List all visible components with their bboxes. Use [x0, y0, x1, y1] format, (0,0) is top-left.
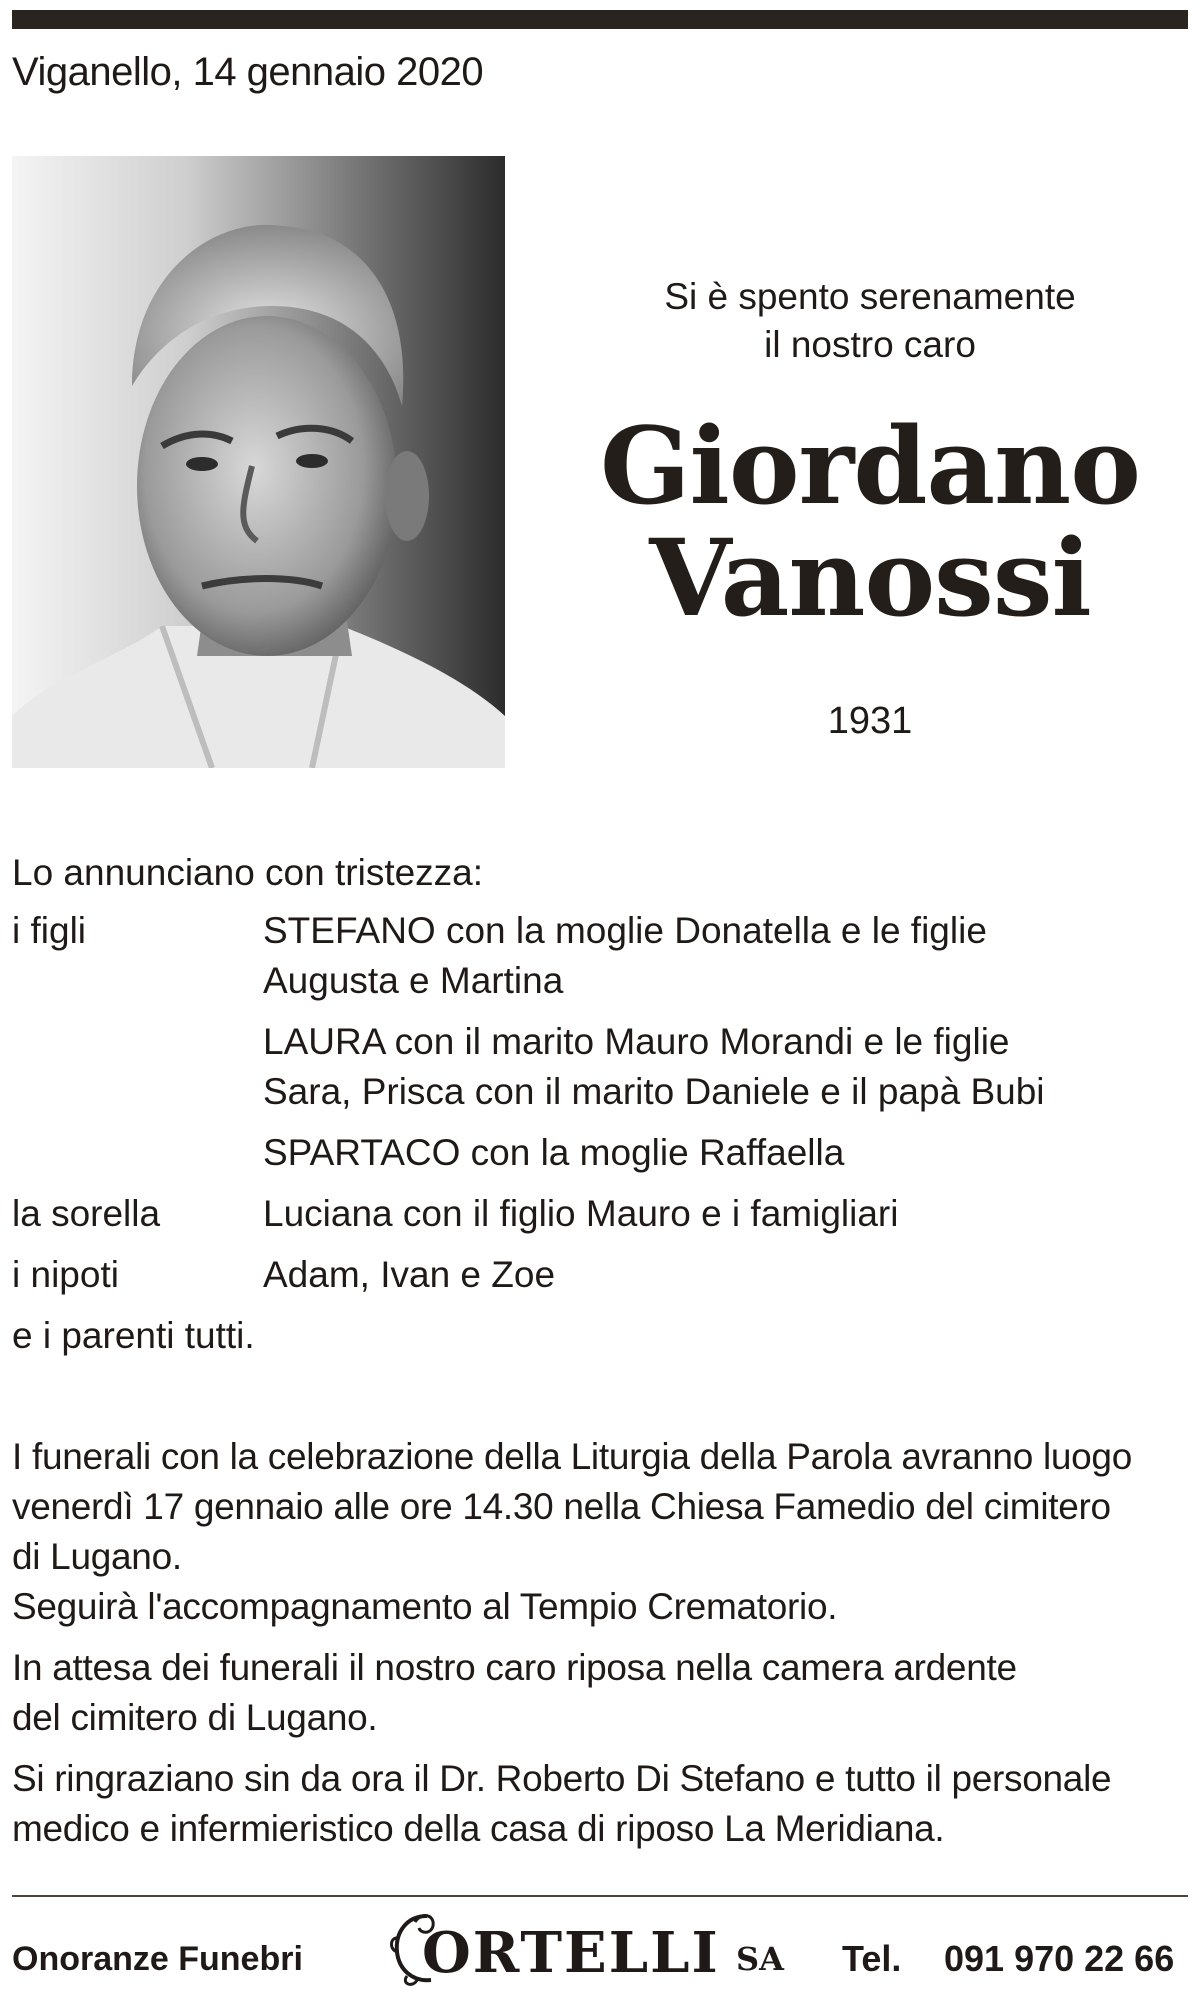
funeral-home-brand: ORTELLI — [422, 1920, 720, 1986]
member-line: Luciana con il figlio Mauro e i famigliari — [263, 1193, 899, 1234]
family-relation — [12, 1128, 263, 1178]
member-line: Sara, Prisca con il marito Daniele e il papà Bubi — [263, 1071, 1045, 1112]
member-line: LAURA con il marito Mauro Morandi e le figlie — [263, 1021, 1010, 1062]
funeral-home-label: Onoranze Funebri — [12, 1940, 303, 1978]
funeral-paragraph — [12, 1432, 1182, 1632]
thanks-paragraph — [12, 1754, 1182, 1854]
text-line: I funerali con la celebrazione della Liturgia della Parola avranno luogo — [12, 1436, 1132, 1477]
member-line: Adam, Ivan e Zoe — [263, 1254, 556, 1295]
funeral-home-footer — [12, 1900, 1188, 2000]
family-members — [263, 1017, 1182, 1117]
family-members — [263, 1250, 1182, 1300]
top-rule — [12, 10, 1188, 29]
intro-line-1: Si è spento serenamente — [664, 276, 1076, 317]
family-members — [263, 1128, 1182, 1178]
intro-line-2: il nostro caro — [764, 324, 976, 365]
tel-label: Tel. — [842, 1938, 902, 1979]
family-row — [12, 906, 1182, 1006]
text-line: Si ringraziano sin da ora il Dr. Roberto Di Stefano e tutto il personale — [12, 1758, 1112, 1799]
wake-paragraph — [12, 1643, 1182, 1743]
member-line: STEFANO con la moglie Donatella e le figlie — [263, 910, 987, 951]
first-name: Giordano — [600, 403, 1140, 528]
family-list — [12, 906, 1182, 1361]
member-line: SPARTACO con la moglie Raffaella — [263, 1132, 845, 1173]
text-line: medico e infermieristico della casa di riposo La Meridiana. — [12, 1808, 945, 1849]
family-row — [12, 1017, 1182, 1117]
text-line: Seguirà l'accompagnamento al Tempio Crematorio. — [12, 1586, 838, 1627]
funeral-details — [12, 1432, 1182, 1854]
place-date: Viganello, 14 gennaio 2020 — [12, 50, 484, 94]
family-relation: e i parenti tutti. — [12, 1315, 255, 1356]
family-relation — [12, 1017, 263, 1117]
family-members — [263, 906, 1182, 1006]
text-line: In attesa dei funerali il nostro caro riposa nella camera ardente — [12, 1647, 1017, 1688]
text-line: venerdì 17 gennaio alle ore 14.30 nella Chiesa Famedio del cimitero — [12, 1486, 1111, 1527]
family-relation: la sorella — [12, 1193, 161, 1234]
announcement-heading: Lo annunciano con tristezza: — [12, 852, 484, 893]
funeral-home-suffix: SA — [736, 1940, 784, 1978]
member-line: Augusta e Martina — [263, 960, 564, 1001]
family-row — [12, 1189, 1182, 1239]
family-row — [12, 1250, 1182, 1300]
family-row — [12, 1311, 1182, 1361]
text-line: di Lugano. — [12, 1536, 182, 1577]
family-members — [263, 1189, 1182, 1239]
family-relation: i nipoti — [12, 1254, 119, 1295]
text-line: del cimitero di Lugano. — [12, 1697, 378, 1738]
family-relation: i figli — [12, 910, 87, 951]
phone-number: 091 970 22 66 — [944, 1938, 1175, 1979]
birth-year: 1931 — [827, 700, 913, 742]
last-name: Vanossi — [649, 515, 1091, 640]
bottom-rule — [12, 1895, 1188, 1897]
family-row — [12, 1128, 1182, 1178]
deceased-name — [560, 403, 1180, 640]
portrait-photo — [12, 156, 505, 768]
intro-text — [560, 273, 1180, 369]
